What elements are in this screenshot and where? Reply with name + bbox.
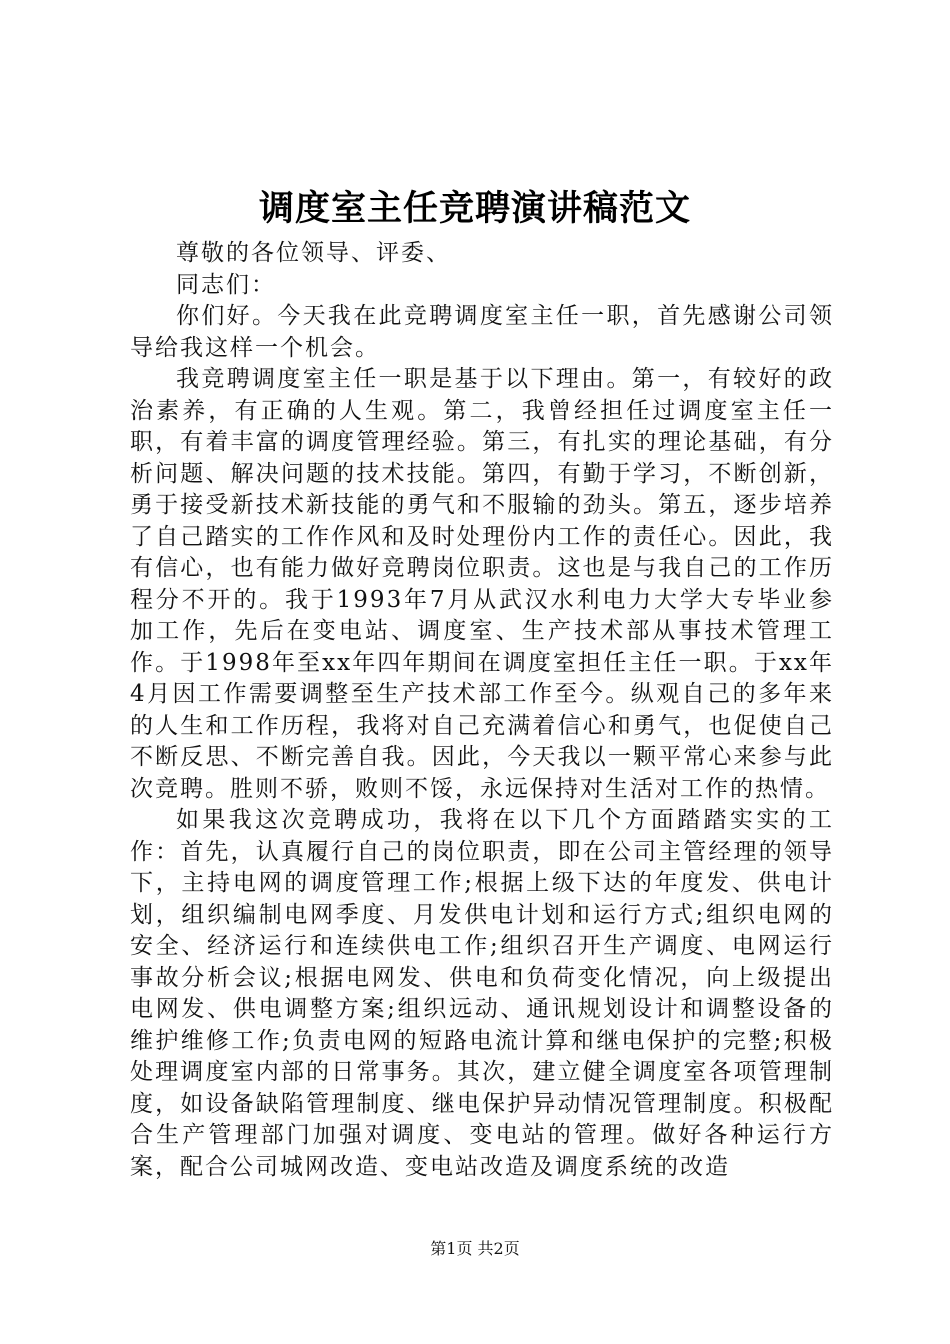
salutation-line-1: 尊敬的各位领导、评委、 xyxy=(176,240,451,266)
document-body xyxy=(130,238,834,1183)
page-footer: 第1页 共2页 xyxy=(430,1239,520,1258)
reasons-paragraph: 我竞聘调度室主任一职是基于以下理由。第一，有较好的政治素养，有正确的人生观。第二，我曾经担任过调度室主任一职，有着丰富的调度管理经验。第三，有扎实的理论基础，有分析问题、解决问题的技术技能。第四，有勤于学习，不断创新，勇于接受新技术新技能的勇气和不服输的劲头。第五，逐步培养了自己踏实的工作作风和及时处理份内工作的责任心。因此，我有信心，也有能力做好竞聘岗位职责。这也是与我自己的工作历程分不开的。我于1993年7月从武汉水利电力大学大专毕业参加工作，先后在变电站、调度室、生产技术部从事技术管理工作。于1998年至xx年四年期间在调度室担任主任一职。于xx年4月因工作需要调整至生产技术部工作至今。纵观自己的多年来的人生和工作历程，我将对自己充满着信心和勇气，也促使自己不断反思、不断完善自我。因此，今天我以一颗平常心来参与此次竞聘。胜则不骄，败则不馁，永远保持对生活对工作的热情。 xyxy=(130,366,834,802)
plan-paragraph: 如果我这次竞聘成功，我将在以下几个方面踏踏实实的工作：首先，认真履行自己的岗位职责，即在公司主管经理的领导下，主持电网的调度管理工作;根据上级下达的年度发、供电计划，组织编制电网季度、月发供电计划和运行方式;组织电网的安全、经济运行和连续供电工作;组织召开生产调度、电网运行事故分析会议;根据电网发、供电和负荷变化情况，向上级提出电网发、供电调整方案;组织远动、通讯规划设计和调整设备的维护维修工作;负责电网的短路电流计算和继电保护的完整;积极处理调度室内部的日常事务。其次，建立健全调度室各项管理制度，如设备缺陷管理制度、继电保护异动情况管理制度。积极配合生产管理部门加强对调度、变电站的管理。做好各种运行方案，配合公司城网改造、变电站改造及调度系统的改造 xyxy=(130,807,834,1180)
document-title: 调度室主任竞聘演讲稿范文 xyxy=(258,188,691,229)
salutation-line-2: 同志们： xyxy=(176,271,276,298)
opening-paragraph: 你们好。今天我在此竞聘调度室主任一职，首先感谢公司领导给我这样一个机会。 xyxy=(130,303,834,361)
